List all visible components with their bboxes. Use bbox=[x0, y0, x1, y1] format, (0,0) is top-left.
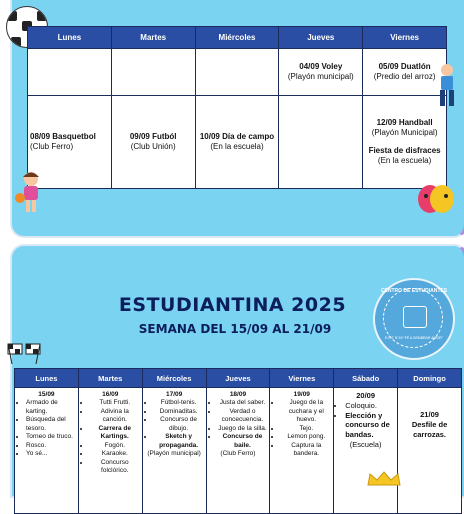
event-title: 10/09 Día de campo bbox=[199, 132, 275, 141]
cell-miercoles bbox=[142, 388, 206, 514]
list-item: • Tejo. bbox=[281, 425, 331, 433]
list-item: • Tutti Frutti. bbox=[90, 399, 140, 407]
list-item: • Concurso folclórico. bbox=[90, 459, 140, 476]
cell-sabado bbox=[334, 388, 398, 514]
emblem-text: CENTRO DE ESTUDIANTES bbox=[380, 288, 448, 294]
list-item: • Coloquio. bbox=[345, 401, 395, 411]
list-item: • Búsqueda del tesoro. bbox=[26, 416, 76, 433]
day-date: 18/09 bbox=[229, 391, 247, 398]
cell-miercoles-campo bbox=[195, 96, 279, 189]
header-sabado: Sábado bbox=[334, 369, 398, 388]
header-miercoles: Miércoles bbox=[195, 27, 279, 49]
cell-jueves-voley bbox=[279, 49, 363, 96]
list-item: • Lemon pong. bbox=[281, 433, 331, 441]
event-place: (Escuela) bbox=[349, 439, 382, 449]
list-item: • Torneo de truco. bbox=[26, 433, 76, 441]
emblem-subtext: E.E.T N°49 "FÉ A SEMBRAR AMOR" bbox=[385, 336, 443, 340]
list-item: • Juego de la silla. bbox=[218, 425, 268, 433]
list-item: • Sketch y propaganda. bbox=[154, 433, 204, 450]
event-title: Fiesta de disfraces bbox=[368, 146, 441, 155]
list-item: • Adivina la canción. bbox=[90, 408, 140, 425]
list-item: • Verdad o concecuencia. bbox=[218, 408, 268, 425]
list-item: • Justa del saber. bbox=[218, 399, 268, 407]
event-title: 12/09 Handball bbox=[376, 118, 433, 127]
day-date: 16/09 bbox=[102, 391, 119, 398]
cell-domingo bbox=[398, 388, 462, 514]
list-item: • Yo sé... bbox=[26, 450, 76, 458]
week-schedule-table bbox=[14, 368, 462, 514]
laptop-icon bbox=[403, 306, 427, 328]
list-item: • Armado de karting. bbox=[26, 399, 76, 416]
cell-jueves bbox=[206, 388, 270, 514]
header-lunes: Lunes bbox=[28, 27, 112, 49]
cell-empty bbox=[28, 49, 112, 96]
list-item: • Rosco. bbox=[26, 442, 76, 450]
header-jueves: Jueves bbox=[206, 369, 270, 388]
event-title: Desfile de carrozas. bbox=[411, 419, 448, 439]
list-item: • Fogón. bbox=[90, 442, 140, 450]
event-place: (Playón municipal) bbox=[287, 72, 354, 81]
crown-icon bbox=[366, 470, 402, 486]
day-date: 15/09 bbox=[38, 391, 55, 398]
list-item: • Juego de la cuchara y el huevo. bbox=[281, 399, 331, 424]
list-item: • Concurso de dibujo. bbox=[154, 416, 204, 433]
theater-masks-icon bbox=[416, 180, 456, 218]
header-martes: Martes bbox=[111, 27, 195, 49]
page-subtitle: SEMANA DEL 15/09 AL 21/09 bbox=[138, 322, 332, 336]
cell-lunes bbox=[15, 388, 79, 514]
event-place: (Club Ferro) bbox=[30, 142, 74, 151]
event-place: (Playón municipal) bbox=[147, 450, 201, 458]
header-viernes: Viernes bbox=[270, 369, 334, 388]
day-date: 17/09 bbox=[165, 391, 183, 398]
event-place: (Predio del arroz) bbox=[373, 72, 436, 81]
header-jueves: Jueves bbox=[279, 27, 363, 49]
top-schedule-table bbox=[27, 26, 447, 189]
girl-basketball-icon bbox=[14, 170, 48, 214]
event-place: (Club Unión) bbox=[130, 142, 176, 151]
cell-martes bbox=[78, 388, 142, 514]
list-item: • Concurso de baile. bbox=[218, 433, 268, 450]
day-date: 19/09 bbox=[293, 391, 310, 398]
event-title: 05/09 Duatlón bbox=[378, 62, 431, 71]
student-center-emblem bbox=[373, 278, 455, 360]
event-title: 09/09 Futból bbox=[129, 132, 177, 141]
list-item: • Elección y concurso de bandas. bbox=[345, 411, 395, 440]
header-viernes: Viernes bbox=[363, 27, 447, 49]
event-place: (En la escuela) bbox=[210, 142, 264, 151]
list-item: • Fútbol-tenis. bbox=[154, 399, 204, 407]
list-item: • Carrera de Kartings. bbox=[90, 425, 140, 442]
header-miercoles: Miércoles bbox=[142, 369, 206, 388]
cell-empty bbox=[195, 49, 279, 96]
boy-runner-icon bbox=[432, 62, 462, 110]
header-domingo: Domingo bbox=[398, 369, 462, 388]
event-place: (Playón Municipal) bbox=[371, 128, 438, 137]
cell-martes-futbol bbox=[111, 96, 195, 189]
header-martes: Martes bbox=[78, 369, 142, 388]
header-lunes: Lunes bbox=[15, 369, 79, 388]
cell-viernes bbox=[270, 388, 334, 514]
event-place: (En la escuela) bbox=[377, 156, 432, 165]
checkered-flag-icon bbox=[6, 342, 42, 364]
list-item: • Captura la bandera. bbox=[281, 442, 331, 459]
event-title: 08/09 Basquetbol bbox=[30, 132, 96, 141]
cell-empty bbox=[279, 96, 363, 189]
event-title: 04/09 Voley bbox=[299, 62, 343, 71]
page-title: ESTUDIANTINA 2025 bbox=[118, 294, 347, 316]
cell-empty bbox=[111, 49, 195, 96]
event-place: (Club Ferro) bbox=[220, 450, 256, 458]
list-item: • Dominaditas. bbox=[154, 408, 204, 416]
day-date: 20/09 bbox=[356, 391, 376, 400]
list-item: • Karaoke. bbox=[90, 450, 140, 458]
day-date: 21/09 bbox=[420, 410, 439, 419]
